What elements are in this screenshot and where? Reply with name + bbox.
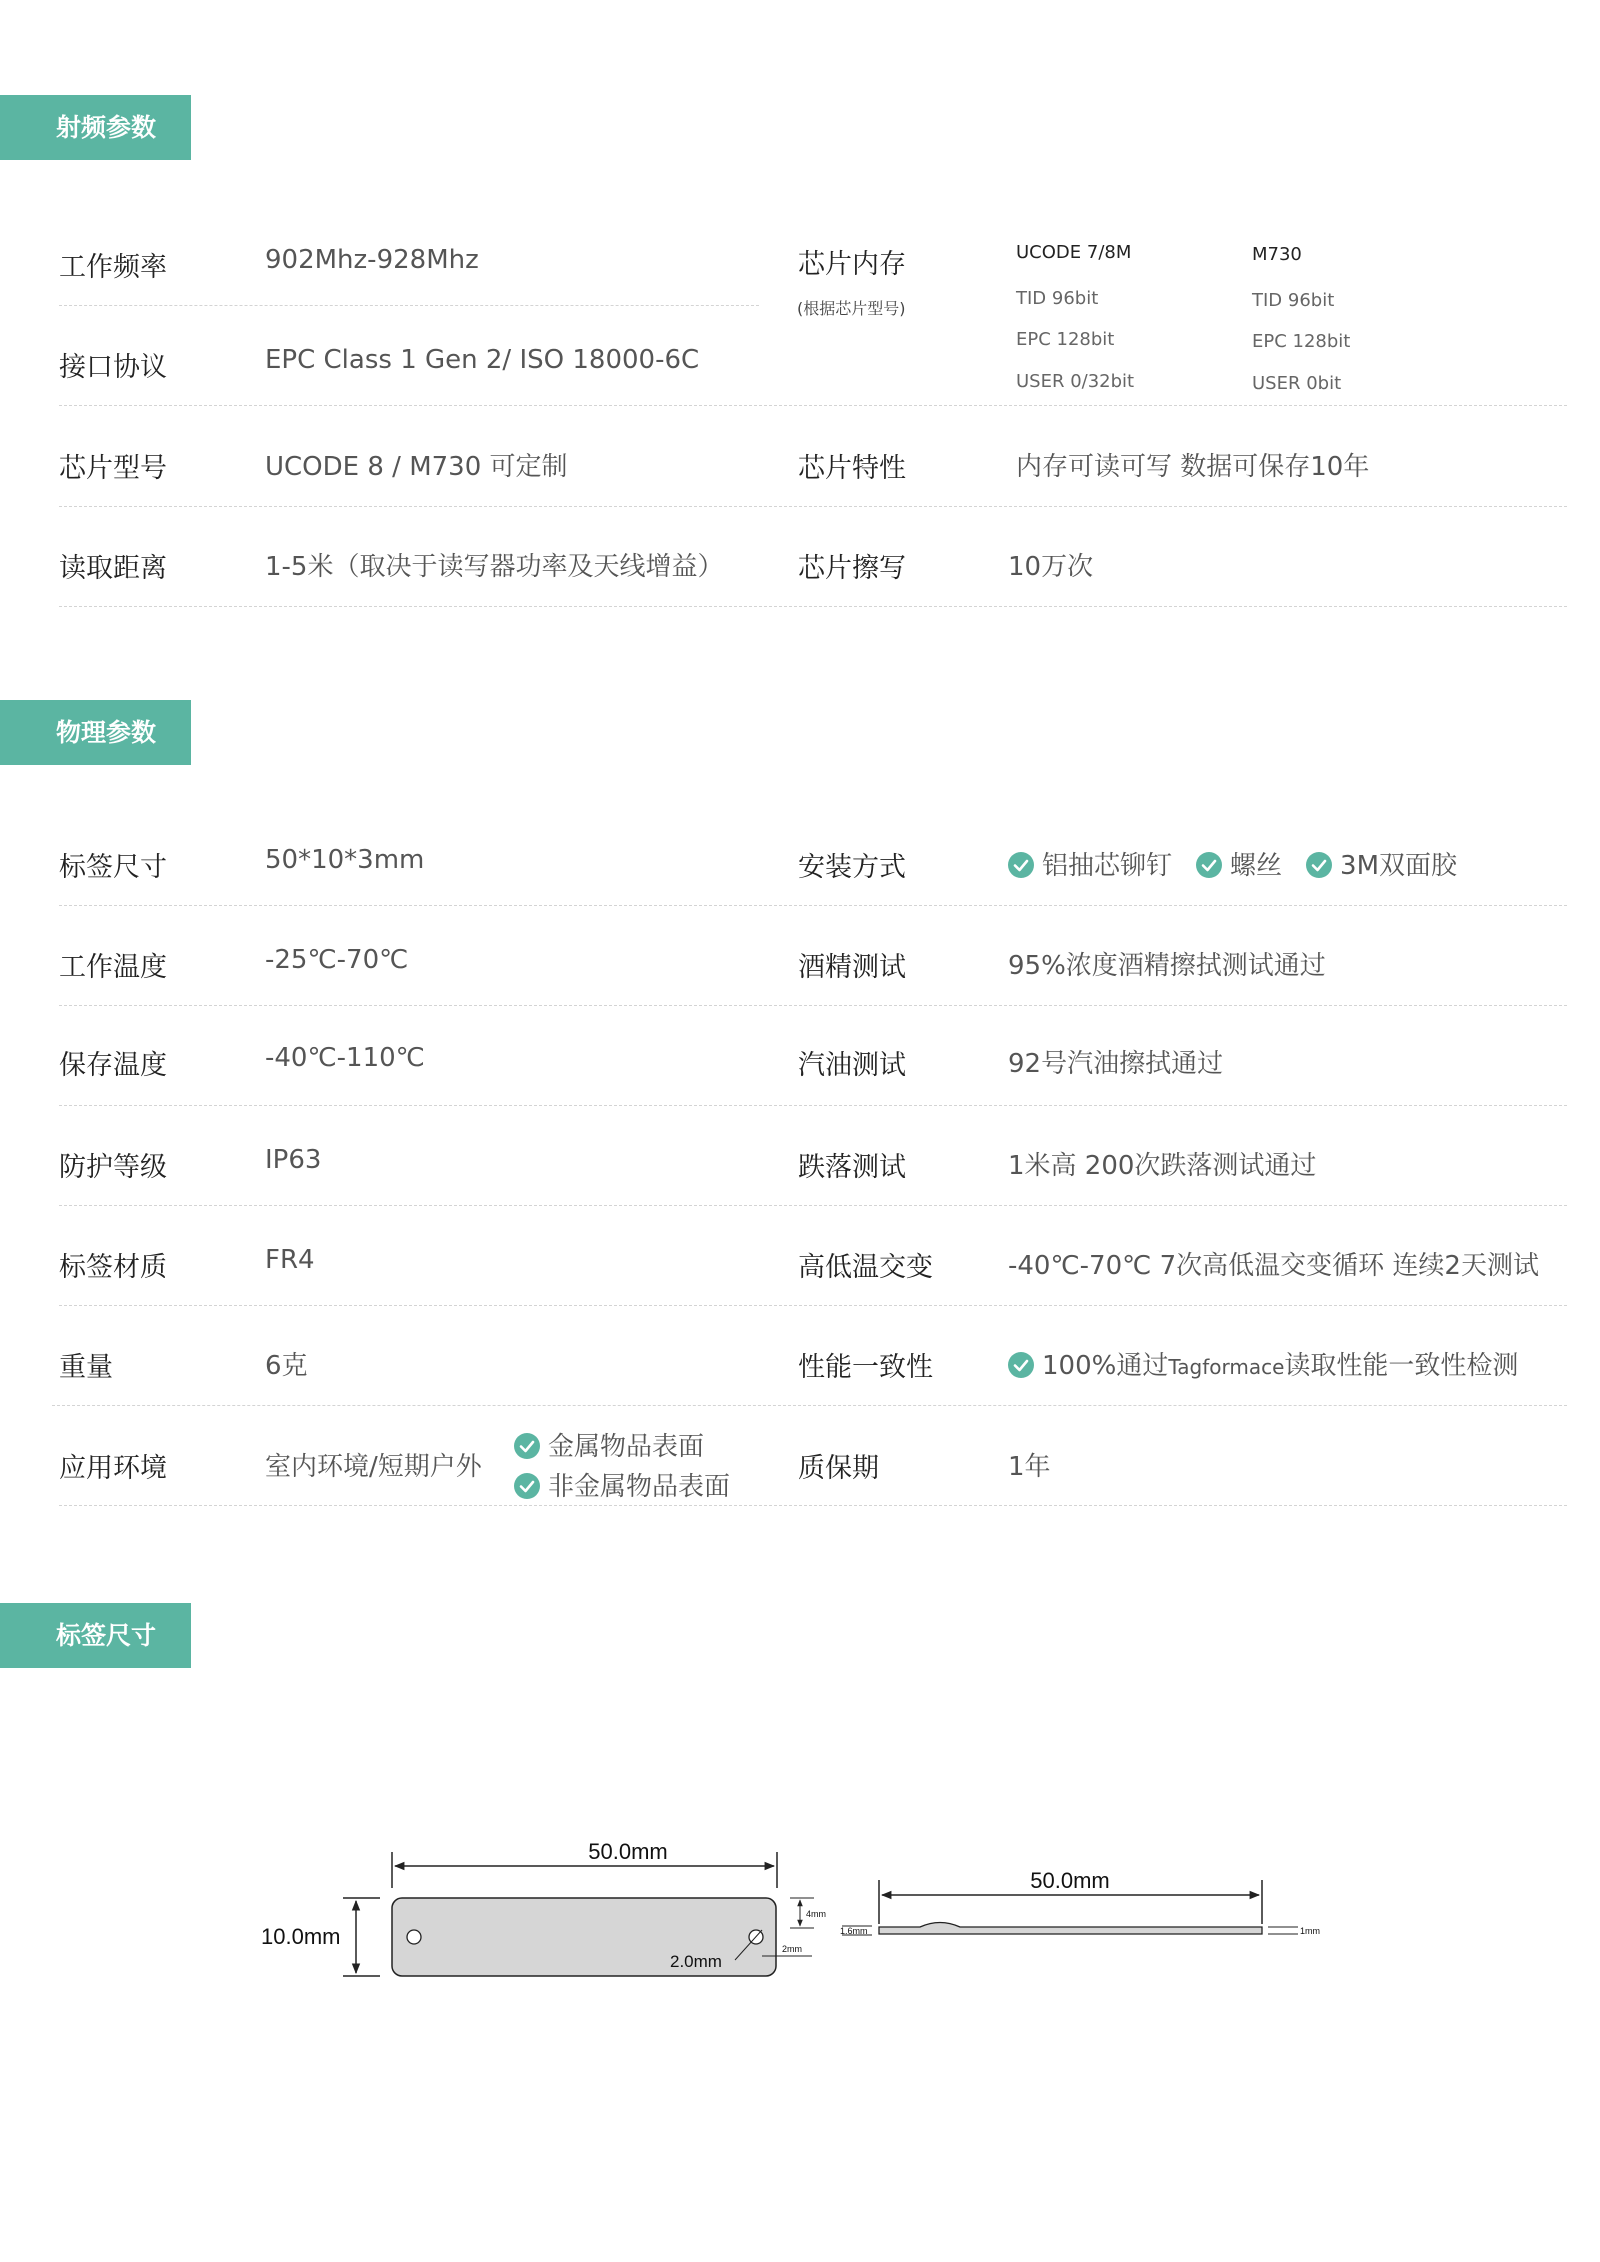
drop-value: 1米高 200次跌落测试通过 bbox=[1008, 1151, 1317, 1181]
check-circle-icon bbox=[514, 1473, 540, 1499]
divider bbox=[59, 305, 759, 306]
alcohol-label: 酒精测试 bbox=[798, 952, 906, 983]
check-circle-icon bbox=[1008, 852, 1034, 878]
mem-note: (根据芯片型号) bbox=[797, 299, 906, 318]
mem-label: 芯片内存 bbox=[798, 249, 906, 280]
chip-feat-value: 内存可读可写 数据可保存10年 bbox=[1016, 452, 1370, 482]
mem-col2-epc: EPC 128bit bbox=[1252, 331, 1351, 352]
env-option-metal bbox=[514, 1426, 704, 1463]
iface-value: EPC Class 1 Gen 2/ ISO 18000-6C bbox=[265, 345, 700, 375]
read-dist-label: 读取距离 bbox=[59, 553, 167, 584]
env-opt1-text: 金属物品表面 bbox=[548, 1432, 705, 1462]
alcohol-value: 95%浓度酒精擦拭测试通过 bbox=[1008, 951, 1326, 981]
mem-col1-tid: TID 96bit bbox=[1016, 288, 1099, 309]
section-header-rf: 射频参数 bbox=[0, 95, 191, 160]
check-circle-icon bbox=[1008, 1352, 1034, 1378]
divider bbox=[59, 1205, 1567, 1206]
perf-value bbox=[1008, 1345, 1518, 1382]
mount-opt-rivet: 铝抽芯铆钉 bbox=[1042, 851, 1173, 881]
check-circle-icon bbox=[1196, 852, 1222, 878]
weight-value: 6克 bbox=[265, 1351, 308, 1381]
divider bbox=[59, 506, 1567, 507]
hole-left bbox=[407, 1930, 421, 1944]
perf-pre: 100%通过 bbox=[1042, 1351, 1169, 1381]
env-value: 室内环境/短期户外 bbox=[265, 1452, 482, 1482]
divider bbox=[59, 1305, 1567, 1306]
read-dist-value: 1-5米（取决于读写器功率及天线增益） bbox=[265, 552, 724, 582]
mount-options bbox=[1008, 845, 1481, 882]
env-label: 应用环境 bbox=[59, 1453, 167, 1484]
mem-col1-user: USER 0/32bit bbox=[1016, 371, 1135, 392]
side-view bbox=[840, 1868, 1320, 1936]
divider bbox=[59, 1105, 1567, 1106]
store-value: -40℃-110℃ bbox=[265, 1043, 425, 1073]
hole-offset-h-label: 2mm bbox=[782, 1944, 802, 1954]
ip-label: 防护等级 bbox=[59, 1152, 167, 1183]
weight-label: 重量 bbox=[59, 1352, 113, 1383]
warranty-label: 质保期 bbox=[798, 1453, 879, 1484]
store-label: 保存温度 bbox=[59, 1050, 167, 1081]
top-length-label: 50.0mm bbox=[588, 1839, 668, 1864]
side-length-label: 50.0mm bbox=[1030, 1868, 1110, 1893]
drop-label: 跌落测试 bbox=[798, 1152, 906, 1183]
check-circle-icon bbox=[1306, 852, 1332, 878]
section-header-physical: 物理参数 bbox=[0, 700, 191, 765]
perf-post: 读取性能一致性检测 bbox=[1284, 1351, 1519, 1381]
size-label: 标签尺寸 bbox=[59, 852, 167, 883]
freq-value: 902Mhz-928Mhz bbox=[265, 245, 479, 275]
ip-value: IP63 bbox=[265, 1145, 322, 1175]
iface-label: 接口协议 bbox=[59, 352, 167, 383]
chip-write-label: 芯片擦写 bbox=[798, 553, 906, 584]
mem-col1-epc: EPC 128bit bbox=[1016, 329, 1115, 350]
mem-col2-user: USER 0bit bbox=[1252, 373, 1342, 394]
chip-write-value: 10万次 bbox=[1008, 552, 1094, 582]
mem-col2-tid: TID 96bit bbox=[1252, 290, 1335, 311]
mat-label: 标签材质 bbox=[59, 1252, 167, 1283]
warranty-value: 1年 bbox=[1008, 1452, 1051, 1482]
perf-label: 性能一致性 bbox=[798, 1352, 933, 1383]
top-view bbox=[261, 1839, 826, 1976]
mem-col2-head: M730 bbox=[1252, 244, 1302, 265]
check-circle-icon bbox=[514, 1433, 540, 1459]
side-thick-label: 1.6mm bbox=[840, 1926, 868, 1936]
chip-feat-label: 芯片特性 bbox=[798, 453, 906, 484]
env-option-nonmetal bbox=[514, 1466, 730, 1503]
section-header-size: 标签尺寸 bbox=[0, 1603, 191, 1668]
chip-model-value: UCODE 8 / M730 可定制 bbox=[265, 452, 568, 482]
side-thin-label: 1mm bbox=[1300, 1926, 1320, 1936]
cycle-label: 高低温交变 bbox=[798, 1252, 933, 1283]
tag-dimension-drawing bbox=[0, 1800, 1600, 2030]
divider bbox=[52, 1405, 1567, 1406]
hole-diameter-label: 2.0mm bbox=[670, 1952, 722, 1971]
env-opt2-text: 非金属物品表面 bbox=[548, 1472, 731, 1502]
freq-label: 工作频率 bbox=[59, 252, 167, 283]
divider bbox=[59, 606, 1567, 607]
cycle-value: -40℃-70℃ 7次高低温交变循环 连续2天测试 bbox=[1008, 1251, 1539, 1281]
tag-body-side bbox=[879, 1923, 1262, 1935]
divider bbox=[59, 905, 1567, 906]
size-value: 50*10*3mm bbox=[265, 845, 425, 875]
top-height-label: 10.0mm bbox=[261, 1924, 341, 1949]
perf-brand: Tagformace bbox=[1168, 1355, 1285, 1379]
temp-label: 工作温度 bbox=[59, 952, 167, 983]
chip-model-label: 芯片型号 bbox=[59, 453, 167, 484]
divider bbox=[59, 1505, 1567, 1506]
mount-opt-screw: 螺丝 bbox=[1230, 851, 1283, 881]
divider bbox=[59, 1005, 1567, 1006]
hole-offset-v-label: 4mm bbox=[806, 1909, 826, 1919]
temp-value: -25℃-70℃ bbox=[265, 945, 409, 975]
mount-label: 安装方式 bbox=[798, 852, 906, 883]
petrol-label: 汽油测试 bbox=[798, 1050, 906, 1081]
divider bbox=[59, 405, 1567, 406]
mat-value: FR4 bbox=[265, 1245, 315, 1275]
petrol-value: 92号汽油擦拭通过 bbox=[1008, 1049, 1224, 1079]
mount-opt-tape: 3M双面胶 bbox=[1340, 851, 1458, 881]
mem-col1-head: UCODE 7/8M bbox=[1016, 242, 1132, 263]
